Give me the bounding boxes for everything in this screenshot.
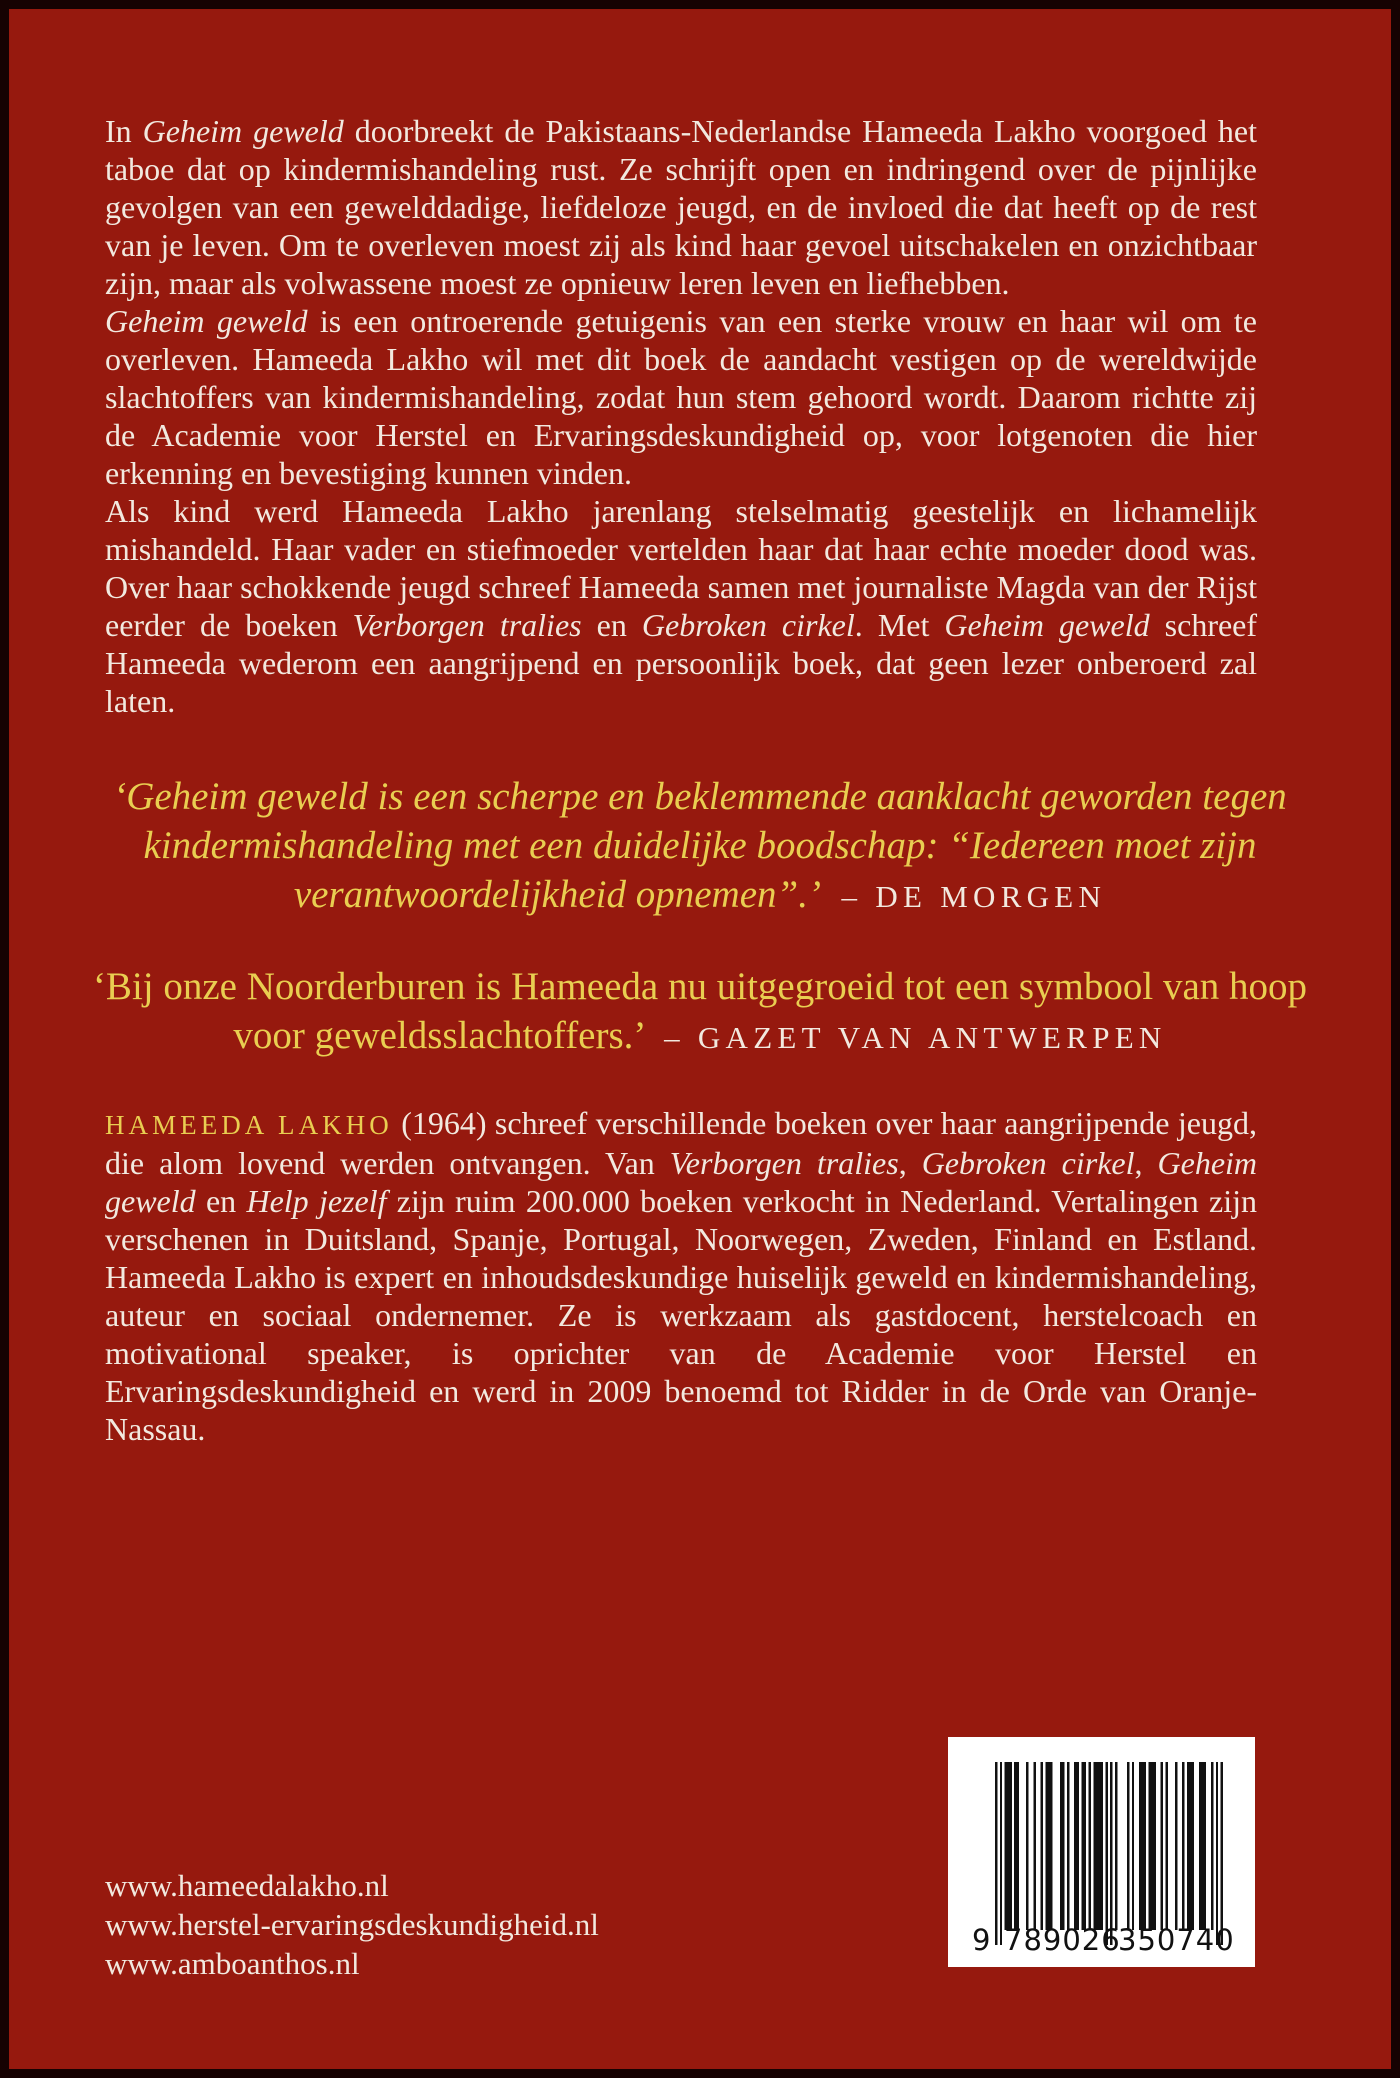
text-segment: Gebroken cirkel — [641, 607, 855, 643]
text-segment: ‘Bij onze Noorderburen is Hameeda nu uitgegroeid tot een symbool van hoop voor geweldsslachtoffers.’ — [92, 965, 1308, 1057]
text-segment: en — [195, 1183, 247, 1219]
text-segment: Geheim geweld — [105, 1145, 1258, 1219]
text-segment: en — [581, 607, 642, 643]
text-segment: doorbreekt de Pakistaans-Nederlandse Hameeda Lakho voorgoed het taboe dat op kindermishandeling rust. Ze schrijft open en indringend over de pijnlijke gevolgen van een gewelddadige, liefdeloze jeugd, en de invloed die dat heeft op de rest van je leven. Om te overleven moest zij als kind haar gevoel uitschakelen en onzichtbaar zijn, maar als volwassene moest ze opnieuw leren leven en liefhebben. — [105, 113, 1258, 301]
text-segment: Als kind werd Hameeda Lakho jarenlang stelselmatig geestelijk en lichamelijk mishandeld. Haar vader en stiefmoeder vertelden haar dat haar echte moeder dood was. Over haar schokkende jeugd schreef Hameeda samen met journaliste Magda van der Rijst eerder de boeken — [105, 493, 1257, 643]
text-segment: . Met — [854, 607, 945, 643]
barcode-bars — [995, 1762, 1223, 1945]
text-segment: is een ontroerende getuigenis van een sterke vrouw en haar wil om te overleven. Hameeda Lakho wil met dit boek de aandacht vestigen op de wereldwijde slachtoffers van kindermishandeling, zodat hun stem gehoord wordt. Daarom richtte zij de Academie voor Herstel en Ervaringsdeskundigheid op, voor lotgenoten die hier erkenning en bevestiging kunnen vinden. — [105, 303, 1258, 491]
text-segment: zijn ruim 200.000 boeken verkocht in Nederland. Vertalingen zijn verschenen in Duitsland, Spanje, Portugal, Noorwegen, Zweden, Finland en Estland. Hameeda Lakho is expert en inhoudsdeskundige huiselijk geweld en kindermishandeling, auteur en sociaal ondernemer. Ze is werkzaam als gastdocent, herstelcoach en motivational speaker, is oprichter van de Academie voor Herstel en Ervaringsdeskundigheid en werd in 2009 benoemd tot Ridder in de Orde van Oranje-Nassau. — [105, 1183, 1258, 1447]
text-segment: Verborgen tralies — [352, 607, 582, 643]
text-segment: schreef Hameeda wederom een aangrijpend en persoonlijk boek, dat geen lezer onberoerd zal laten. — [105, 607, 1258, 719]
barcode-digit-group: 9 — [972, 1923, 991, 1957]
text-segment: , — [1134, 1145, 1158, 1181]
text-segment: (1964) schreef verschillende boeken over haar aangrijpende jeugd, die alom lovend werden ontvangen. Van — [105, 1105, 1257, 1181]
synopsis-paragraph — [105, 302, 1257, 492]
barcode-digit-group: 350740 — [1118, 1923, 1235, 1957]
text-segment: Geheim geweld — [142, 113, 344, 149]
website-url: www.hameedalakho.nl — [105, 1868, 389, 1903]
isbn-barcode — [948, 1737, 1255, 1967]
quote-text — [113, 775, 1287, 916]
synopsis-paragraph — [105, 112, 1257, 302]
synopsis-paragraph — [105, 492, 1257, 720]
press-quote-de-morgen — [70, 772, 1330, 921]
text-segment: HAMEEDA LAKHO — [105, 1110, 393, 1140]
press-quote-gazet-van-antwerpen — [70, 962, 1330, 1062]
text-segment: , — [898, 1145, 922, 1181]
author-bio-paragraph — [105, 1104, 1257, 1448]
text-segment: Help jezelf — [246, 1183, 387, 1219]
website-url: www.herstel-ervaringsdeskundigheid.nl — [105, 1907, 599, 1942]
website-list — [105, 1866, 599, 1983]
text-segment: Geheim geweld — [105, 303, 308, 339]
website-url: www.amboanthos.nl — [105, 1946, 360, 1981]
synopsis — [105, 112, 1257, 720]
quote-attribution: – GAZET VAN ANTWERPEN — [664, 1020, 1167, 1055]
text-segment: Gebroken cirkel — [921, 1145, 1135, 1181]
text-segment: Geheim geweld — [944, 607, 1150, 643]
barcode-digit-group: 789026 — [1004, 1923, 1121, 1957]
text-segment: In — [105, 113, 143, 149]
author-bio — [105, 1104, 1257, 1448]
text-segment: ‘Geheim geweld is een scherpe en beklemmende aanklacht geworden tegen kindermishandeling met een duidelijke boodschap: “Iedereen moet zijn verantwoordelijkheid opnemen”.’ — [113, 775, 1287, 916]
text-segment: Verborgen tralies — [669, 1145, 899, 1181]
quote-attribution: – DE MORGEN — [841, 879, 1107, 914]
